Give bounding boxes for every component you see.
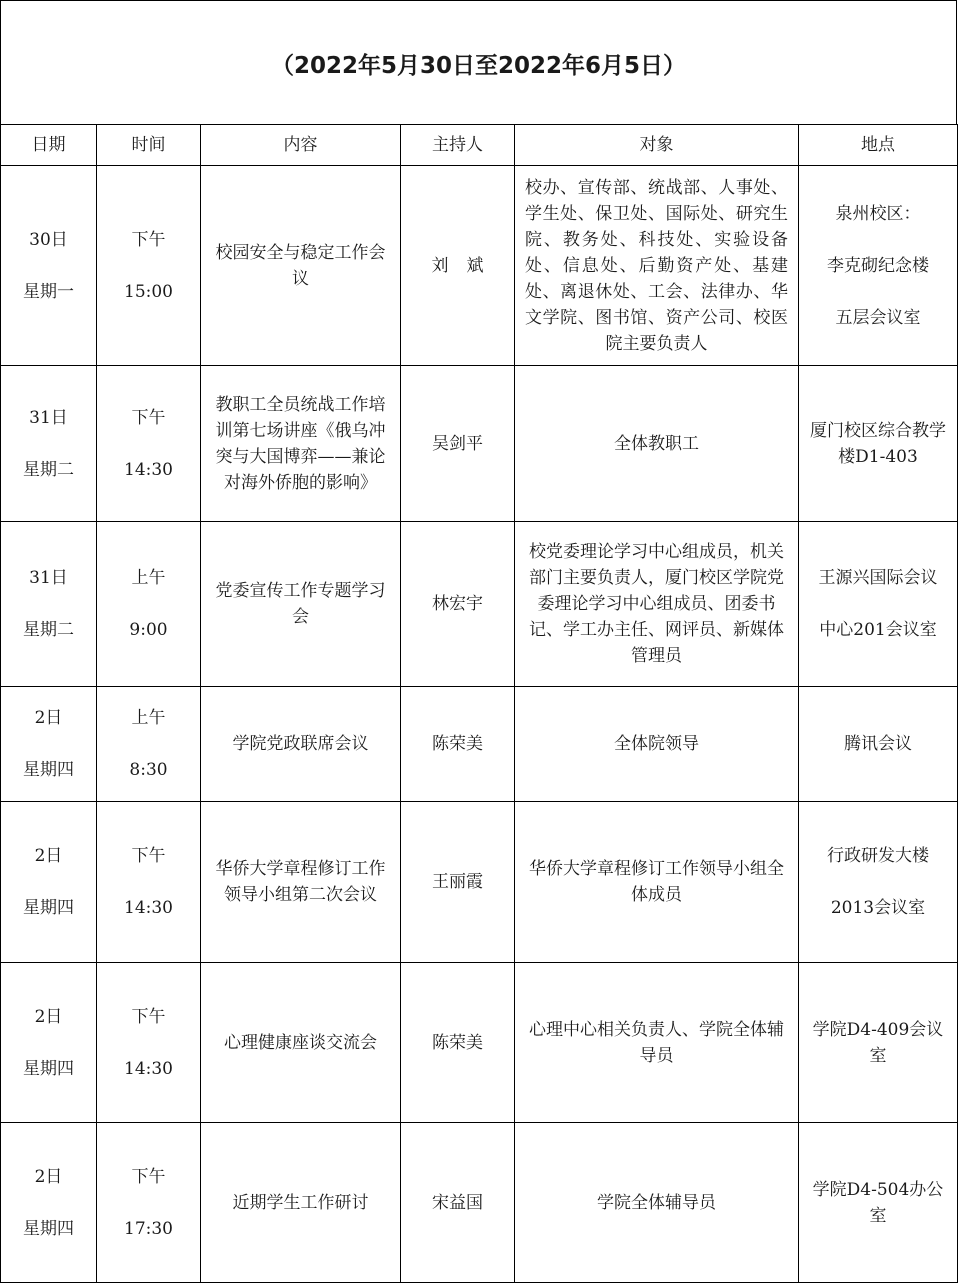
period-text: 下午 bbox=[131, 407, 166, 428]
place-cell: 学院D4-504办公室 bbox=[799, 1123, 958, 1283]
time-cell bbox=[97, 522, 201, 687]
target-cell: 校党委理论学习中心组成员，机关部门主要负责人，厦门校区学院党委理论学习中心组成员、团委书记、学工办主任、网评员、新媒体管理员 bbox=[515, 522, 799, 687]
host-cell: 王丽霞 bbox=[401, 802, 515, 963]
clock-text: 14:30 bbox=[124, 898, 173, 918]
date-cell bbox=[1, 963, 97, 1123]
host-cell bbox=[401, 166, 515, 366]
table-row bbox=[1, 522, 958, 687]
date-cell bbox=[1, 802, 97, 963]
content-cell: 近期学生工作研讨 bbox=[201, 1123, 401, 1283]
header-target: 对象 bbox=[515, 125, 799, 166]
weekday-text: 星期二 bbox=[23, 620, 74, 640]
host-cell: 宋益国 bbox=[401, 1123, 515, 1283]
content-cell: 校园安全与稳定工作会议 bbox=[201, 166, 401, 366]
place-cell: 腾讯会议 bbox=[799, 687, 958, 802]
clock-text: 17:30 bbox=[124, 1218, 173, 1239]
period-text: 下午 bbox=[131, 1166, 166, 1187]
place-cell bbox=[799, 166, 958, 366]
table-row bbox=[1, 166, 958, 366]
target-cell: 全体教职工 bbox=[515, 366, 799, 522]
header-place: 地点 bbox=[799, 125, 958, 166]
header-content: 内容 bbox=[201, 125, 401, 166]
header-time: 时间 bbox=[97, 125, 201, 166]
target-cell bbox=[515, 166, 799, 366]
day-text: 31日 bbox=[29, 407, 68, 428]
day-text: 2日 bbox=[34, 1166, 63, 1187]
clock-text: 8:30 bbox=[129, 760, 168, 780]
header-host: 主持人 bbox=[401, 125, 515, 166]
target-cell: 华侨大学章程修订工作领导小组全体成员 bbox=[515, 802, 799, 963]
date-cell bbox=[1, 366, 97, 522]
host-cell: 陈荣美 bbox=[401, 687, 515, 802]
day-text: 30日 bbox=[29, 229, 68, 250]
target-cell: 全体院领导 bbox=[515, 687, 799, 802]
header-date: 日期 bbox=[1, 125, 97, 166]
place-line: 2013会议室 bbox=[830, 898, 926, 918]
header-row bbox=[1, 125, 958, 166]
table-row bbox=[1, 963, 958, 1123]
place-line: 行政研发大楼 bbox=[827, 846, 929, 866]
table-row bbox=[1, 1123, 958, 1283]
place-cell bbox=[799, 802, 958, 963]
content-cell: 学院党政联席会议 bbox=[201, 687, 401, 802]
table-row bbox=[1, 366, 958, 522]
weekday-text: 星期一 bbox=[23, 281, 74, 302]
weekday-text: 星期四 bbox=[23, 898, 74, 918]
day-text: 2日 bbox=[34, 708, 63, 728]
content-cell: 心理健康座谈交流会 bbox=[201, 963, 401, 1123]
content-cell: 教职工全员统战工作培训第七场讲座《俄乌冲突与大国博弈——兼论对海外侨胞的影响》 bbox=[201, 366, 401, 522]
host-text: 刘斌 bbox=[431, 255, 502, 276]
clock-text: 14:30 bbox=[124, 1058, 173, 1079]
time-cell bbox=[97, 166, 201, 366]
date-cell bbox=[1, 522, 97, 687]
time-cell bbox=[97, 366, 201, 522]
weekday-text: 星期四 bbox=[23, 760, 74, 780]
host-cell: 林宏宇 bbox=[401, 522, 515, 687]
date-cell bbox=[1, 687, 97, 802]
period-text: 上午 bbox=[131, 568, 166, 588]
clock-text: 9:00 bbox=[129, 620, 168, 640]
day-text: 2日 bbox=[34, 846, 63, 866]
place-line: 李克砌纪念楼 bbox=[827, 255, 929, 276]
place-line: 五层会议室 bbox=[835, 307, 921, 328]
target-text: 校办、宣传部、统战部、人事处、学生处、保卫处、国际处、研究生院、教务处、科技处、实验设备处、信息处、后勤资产处、基建处、离退休处、工会、法律办、华文学院、图书馆、资产公司、校医院主要负责人 bbox=[525, 177, 788, 354]
target-cell: 学院全体辅导员 bbox=[515, 1123, 799, 1283]
time-cell bbox=[97, 687, 201, 802]
time-cell bbox=[97, 1123, 201, 1283]
place-line: 泉州校区： bbox=[835, 203, 921, 224]
place-cell: 厦门校区综合教学楼D1-403 bbox=[799, 366, 958, 522]
schedule-title: （2022年5月30日至2022年6月5日） bbox=[0, 0, 957, 125]
table-row bbox=[1, 687, 958, 802]
weekday-text: 星期四 bbox=[23, 1058, 74, 1079]
place-cell bbox=[799, 522, 958, 687]
day-text: 2日 bbox=[34, 1006, 63, 1027]
content-cell: 华侨大学章程修订工作领导小组第二次会议 bbox=[201, 802, 401, 963]
period-text: 上午 bbox=[131, 708, 166, 728]
content-cell: 党委宣传工作专题学习会 bbox=[201, 522, 401, 687]
weekday-text: 星期四 bbox=[23, 1218, 74, 1239]
host-cell: 陈荣美 bbox=[401, 963, 515, 1123]
target-cell: 心理中心相关负责人、学院全体辅导员 bbox=[515, 963, 799, 1123]
time-cell bbox=[97, 963, 201, 1123]
clock-text: 15:00 bbox=[124, 281, 173, 302]
period-text: 下午 bbox=[131, 846, 166, 866]
period-text: 下午 bbox=[131, 1006, 166, 1027]
place-line: 中心201会议室 bbox=[819, 620, 937, 640]
schedule-table bbox=[0, 124, 958, 1283]
place-cell: 学院D4-409会议室 bbox=[799, 963, 958, 1123]
weekday-text: 星期二 bbox=[23, 459, 74, 480]
clock-text: 14:30 bbox=[124, 459, 173, 480]
place-line: 王源兴国际会议 bbox=[818, 568, 938, 588]
table-row bbox=[1, 802, 958, 963]
day-text: 31日 bbox=[29, 568, 68, 588]
period-text: 下午 bbox=[131, 229, 166, 250]
date-cell bbox=[1, 166, 97, 366]
time-cell bbox=[97, 802, 201, 963]
date-cell bbox=[1, 1123, 97, 1283]
host-cell: 吴剑平 bbox=[401, 366, 515, 522]
